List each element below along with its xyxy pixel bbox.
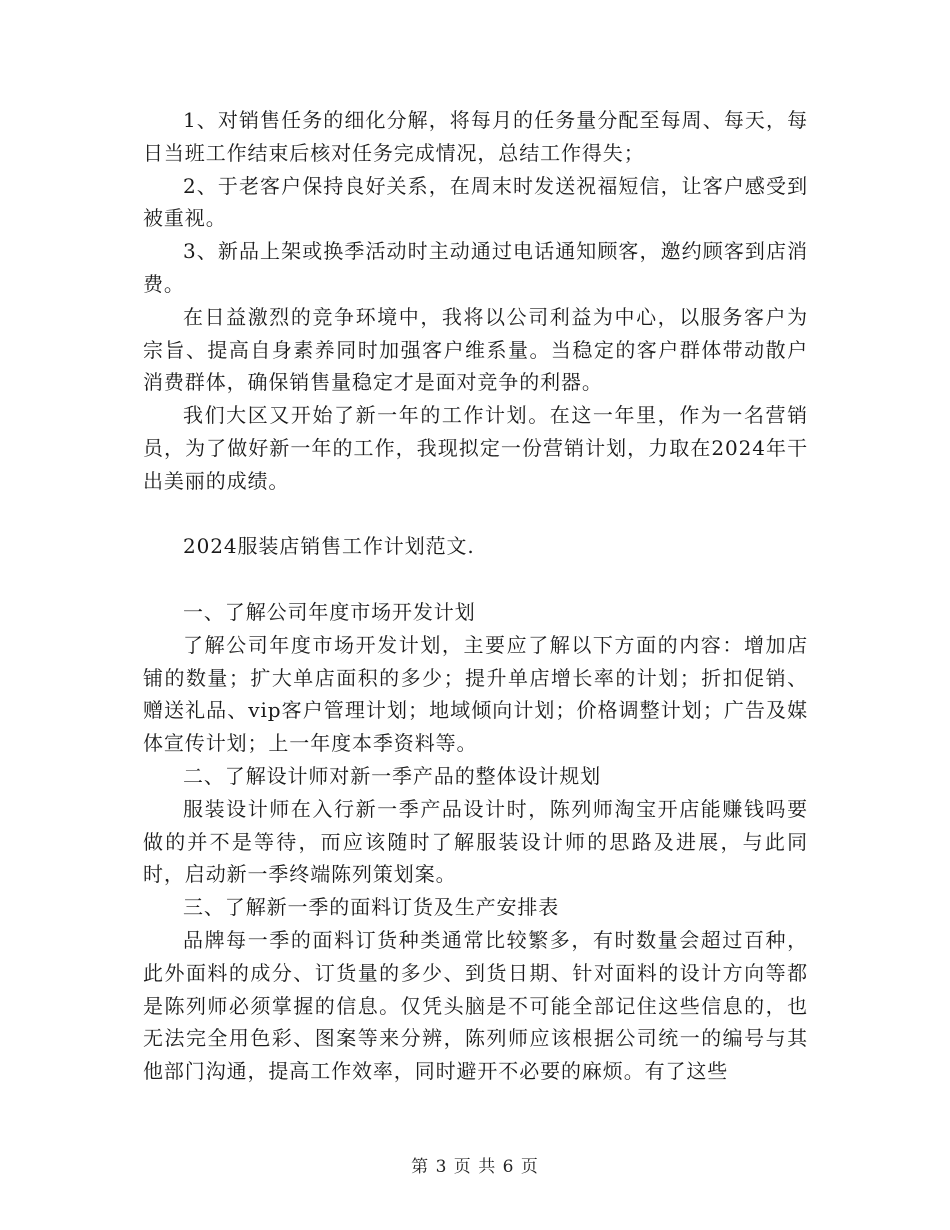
paragraph-annual-plan: 我们大区又开始了新一年的工作计划。在这一年里，作为一名营销员，为了做好新一年的工作，我现拟定一份营销计划，力取在2024年干出美丽的成绩。	[143, 403, 808, 493]
heading-market-plan: 一、了解公司年度市场开发计划	[183, 599, 476, 624]
paragraph-new-products: 3、新品上架或换季活动时主动通过电话通知顾客，邀约顾客到店消费。	[143, 239, 808, 296]
paragraph-old-customers: 2、于老客户保持良好关系，在周末时发送祝福短信，让客户感受到被重视。	[143, 173, 808, 231]
section-title: 2024服装店销售工作计划范文.	[183, 534, 475, 559]
paragraph-fabric-order: 品牌每一季的面料订货种类通常比较繁多，有时数量会超过百种，此外面料的成分、订货量的多少、到货日期、针对面料的设计方向等都是陈列师必须掌握的信息。仅凭头脑是不可能全部记住这些信息的，也无法完全用色彩、图案等来分辨，陈列师应该根据公司统一的编号与其他部门沟通，提高工作效率，同时避开不必要的麻烦。有了这些	[143, 927, 808, 1084]
paragraph-competition: 在日益激烈的竞争环境中，我将以公司利益为中心，以服务客户为宗旨、提高自身素养同时加强客户维系量。当稳定的客户群体带动散户消费群体，确保销售量稳定才是面对竞争的利器。	[143, 304, 808, 395]
document-body	[143, 104, 808, 1088]
heading-fabric-order: 三、了解新一季的面料订货及生产安排表	[183, 895, 560, 920]
heading-design-plan: 二、了解设计师对新一季产品的整体设计规划	[183, 763, 601, 788]
paragraph-task-breakdown: 1、对销售任务的细化分解，将每月的任务量分配至每周、每天，每日当班工作结束后核对任务完成情况，总结工作得失；	[143, 108, 808, 165]
blank-line	[143, 563, 808, 596]
page-number-footer: 第 3 页 共 6 页	[411, 1157, 539, 1177]
paragraph-market-plan: 了解公司年度市场开发计划，主要应了解以下方面的内容：增加店铺的数量；扩大单店面积的多少；提升单店增长率的计划；折扣促销、赠送礼品、vip客户管理计划；地域倾向计划；价格调整计划；广告及媒体宣传计划；上一年度本季资料等。	[143, 632, 808, 756]
paragraph-design-plan: 服装设计师在入行新一季产品设计时，陈列师淘宝开店能赚钱吗要做的并不是等待，而应该随时了解服装设计师的思路及进展，与此同时，启动新一季终端陈列策划案。	[143, 796, 808, 887]
blank-line	[143, 498, 808, 531]
